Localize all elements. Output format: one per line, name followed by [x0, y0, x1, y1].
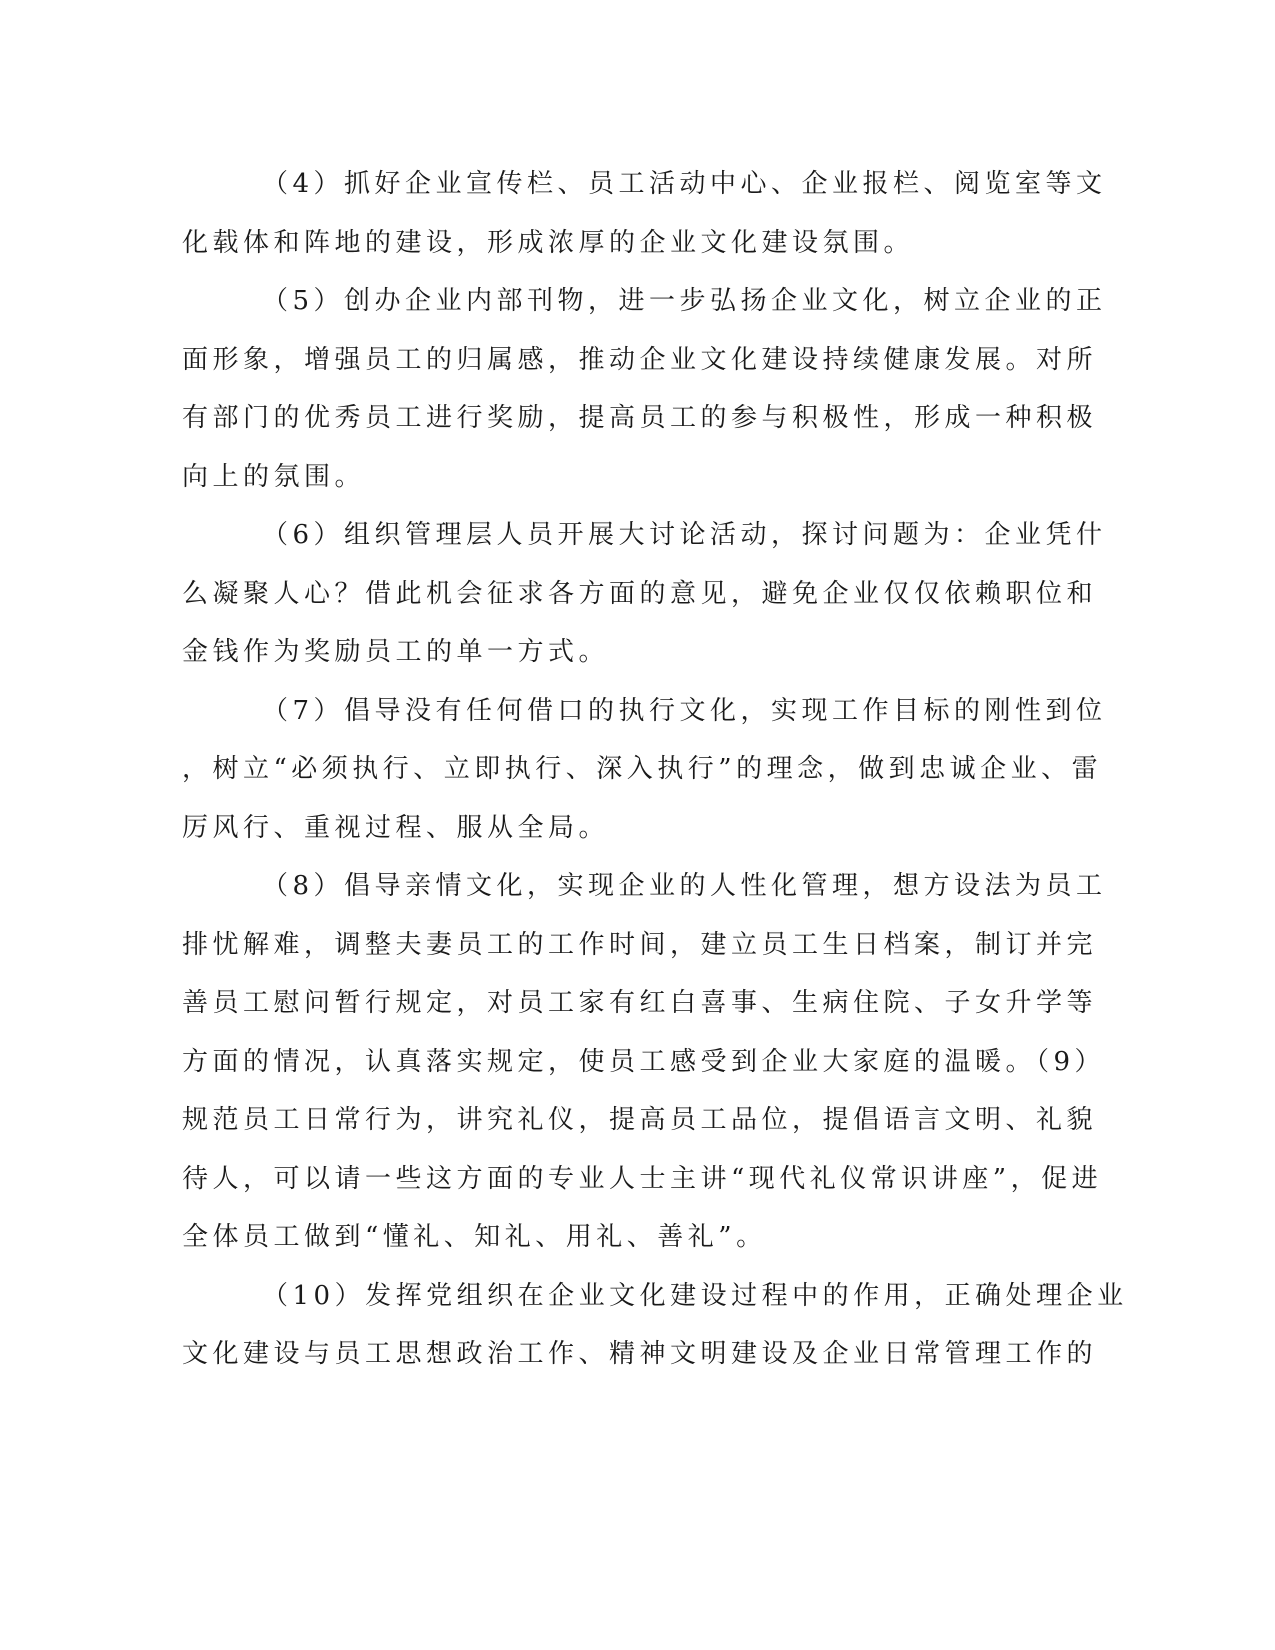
text-line: （4）抓好企业宣传栏、员工活动中心、企业报栏、阅览室等文: [262, 169, 1107, 199]
text-line: 面形象，增强员工的归属感，推动企业文化建设持续健康发展。对所: [182, 344, 1098, 375]
text-line: 么凝聚人心？借此机会征求各方面的意见，避免企业仅仅依赖职位和: [182, 578, 1098, 609]
text-line: （6）组织管理层人员开展大讨论活动，探讨问题为：企业凭什: [262, 520, 1107, 550]
text-line: （10）发挥党组织在企业文化建设过程中的作用，正确处理企业: [262, 1280, 1128, 1311]
text-line: （5）创办企业内部刊物，进一步弘扬企业文化，树立企业的正: [262, 286, 1107, 316]
text-line: 方面的情况，认真落实规定，使员工感受到企业大家庭的温暖。（9）: [182, 1046, 1106, 1077]
document-body: [182, 155, 1128, 1384]
text-line: 排忧解难，调整夫妻员工的工作时间，建立员工生日档案，制订并完: [182, 929, 1098, 960]
text-line: （8）倡导亲情文化，实现企业的人性化管理，想方设法为员工: [262, 871, 1107, 901]
text-line: 向上的氛围。: [182, 461, 366, 492]
text-line: （7）倡导没有任何借口的执行文化，实现工作目标的刚性到位: [262, 695, 1107, 726]
text-line: 有部门的优秀员工进行奖励，提高员工的参与积极性，形成一种积极: [182, 403, 1098, 433]
text-line: 金钱作为奖励员工的单一方式。: [182, 637, 610, 667]
text-line: 化载体和阵地的建设，形成浓厚的企业文化建设氛围。: [182, 227, 915, 258]
text-line: 善员工慰问暂行规定，对员工家有红白喜事、生病住院、子女升学等: [182, 988, 1098, 1018]
text-line: 规范员工日常行为，讲究礼仪，提高员工品位，提倡语言文明、礼貌: [182, 1105, 1098, 1135]
text-line: 待人，可以请一些这方面的专业人士主讲“现代礼仪常识讲座”，促进: [182, 1163, 1103, 1194]
text-line: 文化建设与员工思想政治工作、精神文明建设及企业日常管理工作的: [182, 1339, 1098, 1369]
text-line: ，树立“必须执行、立即执行、深入执行”的理念，做到忠诚企业、雷: [182, 754, 1103, 784]
text-line: 全体员工做到“懂礼、知礼、用礼、善礼”。: [182, 1222, 767, 1252]
text-line: 厉风行、重视过程、服从全局。: [182, 812, 610, 843]
